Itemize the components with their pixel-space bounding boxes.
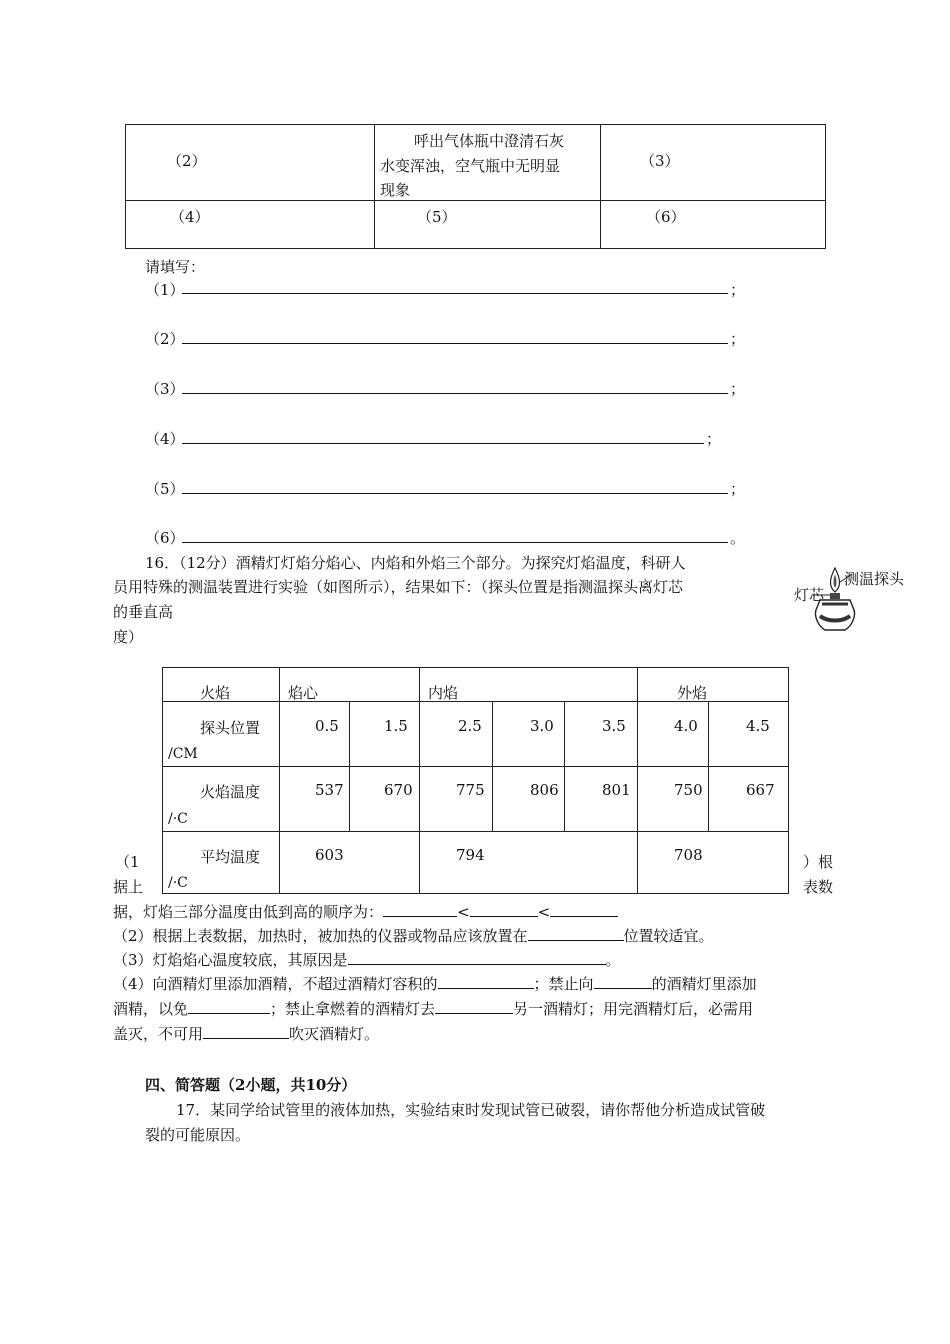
q16-p2a: （2）根据上表数据，加热时，被加热的仪器或物品应该放置在: [113, 927, 528, 945]
fill-end: 。: [730, 529, 746, 547]
q16-p1-text: 据，灯焰三部分温度由低到高的顺序为：: [113, 903, 384, 921]
answer-blank[interactable]: [435, 999, 513, 1014]
q16-p4c: 的酒精灯里添加: [651, 975, 757, 993]
result-table: [125, 124, 825, 248]
position-value: 3.5: [602, 717, 626, 735]
fill-end: ；: [730, 480, 746, 498]
side-right-1: ）根: [803, 853, 834, 871]
answer-blank[interactable]: [528, 926, 624, 941]
q16-p4d: 酒精，以免: [113, 1000, 189, 1018]
answer-blank[interactable]: [348, 950, 606, 965]
q16-p4g: 盖灭，不可用: [113, 1025, 204, 1043]
fill-end: ；: [730, 380, 746, 398]
table1-r1-c2-line1: 呼出气体瓶中澄清石灰: [414, 132, 565, 150]
temp-value: 806: [530, 781, 559, 799]
answer-blank[interactable]: [438, 974, 534, 989]
answer-blank[interactable]: [550, 902, 618, 917]
avg-inner: 794: [456, 846, 485, 864]
position-value: 2.5: [458, 717, 482, 735]
fill-label: （5）: [145, 480, 185, 498]
fill-label: （3）: [145, 380, 185, 398]
section4-heading: 四、简答题（2小题，共10分）: [145, 1076, 357, 1094]
position-value: 4.0: [674, 717, 698, 735]
temp-value: 667: [746, 781, 775, 799]
fill-label: （6）: [145, 529, 185, 547]
avg-outer: 708: [674, 846, 703, 864]
position-value: 0.5: [315, 717, 339, 735]
q16-p4h: 吹灭酒精灯。: [289, 1025, 380, 1043]
q16-part2: [113, 925, 714, 946]
fill-label: （4）: [145, 430, 185, 448]
table1-r1-c1: （2）: [167, 152, 207, 170]
q16-p2b: 位置较适宜。: [623, 927, 714, 945]
label-wick: 灯芯: [794, 586, 825, 604]
q16-part3: [113, 949, 621, 970]
fill-prompt: 请填写：: [145, 258, 206, 276]
q16-p4f: 另一酒精灯；用完酒精灯后，必需用: [513, 1000, 754, 1018]
q16-part4-line1: [113, 973, 757, 994]
q16-line2: 员用特殊的测温装置进行实验（如图所示），结果如下：（探头位置是指测温探头离灯芯: [113, 578, 684, 596]
row-avg-unit: /·C: [168, 875, 188, 891]
q16-p4b: ；禁止向: [533, 975, 594, 993]
q16-line1: 16．（12分）酒精灯灯焰分焰心、内焰和外焰三个部分。为探究灯焰温度，科研人: [145, 554, 686, 572]
answer-blank[interactable]: [383, 902, 457, 917]
q16-part4-line2: [113, 998, 753, 1019]
side-right-2: 表数: [803, 878, 834, 896]
table1-r1-c2-line2: 水变浑浊，空气瓶中无明显: [380, 157, 561, 175]
fill-label: （2）: [145, 330, 185, 348]
header-flame: 火焰: [200, 684, 231, 702]
answer-blank[interactable]: [188, 999, 270, 1014]
fill-end: ；: [730, 281, 746, 299]
row-avg-label: 平均温度: [200, 848, 261, 866]
position-value: 4.5: [746, 717, 770, 735]
q16-p4a: （4）向酒精灯里添加酒精，不超过酒精灯容积的: [113, 975, 438, 993]
table1-r1-c2-line3: 现象: [380, 181, 411, 199]
label-probe: 测温探头: [844, 570, 905, 588]
q17-line2: 裂的可能原因。: [145, 1126, 251, 1144]
q16-p4e: ；禁止拿燃着的酒精灯去: [270, 1000, 436, 1018]
header-inner: 内焰: [428, 684, 459, 702]
table1-r2-c3: （6）: [646, 208, 686, 226]
fill-end: ；: [730, 330, 746, 348]
answer-blank[interactable]: [203, 1024, 289, 1039]
fill-label: （1）: [145, 281, 185, 299]
answer-blank[interactable]: [594, 974, 652, 989]
flame-table: [162, 667, 788, 893]
fill-end: ；: [706, 430, 722, 448]
header-core: 焰心: [288, 684, 319, 702]
q16-p3b: 。: [605, 951, 621, 969]
lt-sign: <: [457, 903, 470, 921]
temp-value: 537: [315, 781, 344, 799]
row-temp-label: 火焰温度: [200, 783, 261, 801]
row-position-label: 探头位置: [200, 719, 261, 737]
position-value: 1.5: [384, 717, 408, 735]
table1-r1-c3: （3）: [640, 152, 680, 170]
side-left-1: （1: [115, 853, 140, 871]
side-left-2: 据上: [113, 878, 144, 896]
q16-p3a: （3）灯焰焰心温度较底，其原因是: [113, 951, 348, 969]
q16-part4-line3: [113, 1023, 379, 1044]
temp-value: 801: [602, 781, 631, 799]
q16-line4: 度）: [113, 628, 144, 646]
lt-sign: <: [537, 903, 551, 921]
temp-value: 670: [384, 781, 413, 799]
q16-part1: [113, 901, 618, 922]
temp-value: 775: [456, 781, 485, 799]
table1-r2-c2: （5）: [417, 208, 457, 226]
table1-r2-c1: （4）: [170, 208, 210, 226]
row-position-unit: /CM: [168, 746, 198, 762]
row-temp-unit: /·C: [168, 811, 188, 827]
q17-line1: 17．某同学给试管里的液体加热，实验结束时发现试管已破裂，请你帮他分析造成试管破: [176, 1101, 766, 1119]
alcohol-lamp-figure: [790, 560, 910, 640]
temp-value: 750: [674, 781, 703, 799]
answer-blank[interactable]: [470, 902, 538, 917]
header-outer: 外焰: [677, 684, 708, 702]
avg-core: 603: [315, 846, 344, 864]
q16-line3: 的垂直高: [113, 603, 174, 621]
position-value: 3.0: [530, 717, 554, 735]
